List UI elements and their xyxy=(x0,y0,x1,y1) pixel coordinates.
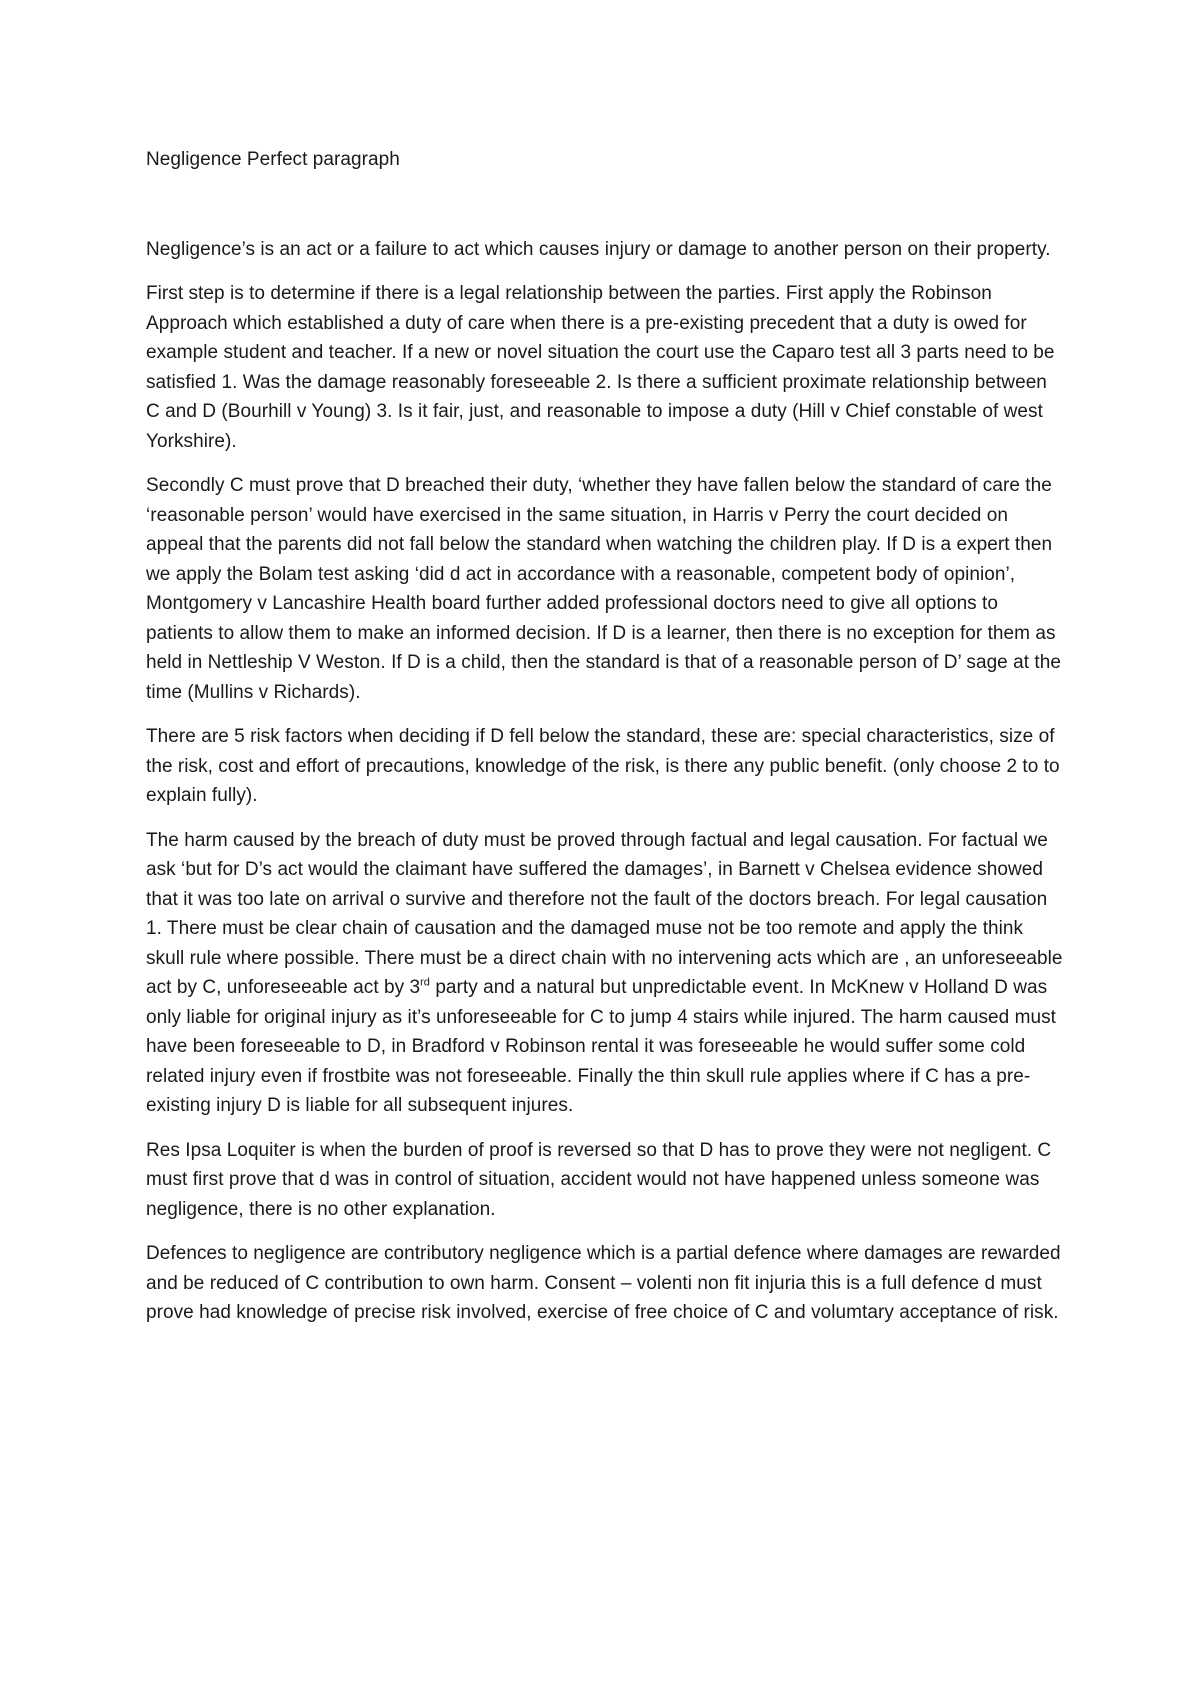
paragraph-definition: Negligence’s is an act or a failure to act which causes injury or damage to another person on their property. xyxy=(146,238,1051,260)
document-body xyxy=(146,145,1066,1343)
paragraph-duty-of-care: First step is to determine if there is a legal relationship between the parties. First apply the Robinson Approach which established a duty of care when there is a pre-existing precedent that a duty is owed for example student and teacher. If a new or novel situation the court use the Caparo test all 3 parts need to be satisfied 1. Was the damage reasonably foreseeable 2. Is there a sufficient proximate relationship between C and D (Bourhill v Young) 3. Is it fair, just, and reasonable to impose a duty (Hill v Chief constable of west Yorkshire). xyxy=(146,283,1055,452)
ordinal-superscript: rd xyxy=(420,976,430,989)
paragraph-defences: Defences to negligence are contributory negligence which is a partial defence where damages are rewarded and be reduced of C contribution to own harm. Consent – volenti non fit injuria this is a full defence d must prove had knowledge of precise risk involved, exercise of free choice of C and volumtary acceptance of risk. xyxy=(146,1243,1061,1323)
paragraph-causation xyxy=(146,826,1066,1121)
paragraph-breach-of-duty: Secondly C must prove that D breached their duty, ‘whether they have fallen below the standard of care the ‘reasonable person’ would have exercised in the same situation, in Harris v Perry the court decided on appeal that the parents did not fall below the standard when watching the children play. If D is a expert then we apply the Bolam test asking ‘did d act in accordance with a reasonable, competent body of opinion’, Montgomery v Lancashire Health board further added professional doctors need to give all options to patients to allow them to make an informed decision. If D is a learner, then there is no exception for them as held in Nettleship V Weston. If D is a child, then the standard is that of a reasonable person of D’ sage at the time (Mullins v Richards). xyxy=(146,475,1061,703)
causation-text-part-1: The harm caused by the breach of duty must be proved through factual and legal causation. For factual we ask ‘but for D’s act would the claimant have suffered the damages’, in Barnett v Chelsea evidence showed that it was too late on arrival o survive and therefore not the fault of the doctors breach. For legal causation 1. There must be clear chain of causation and the damaged muse not be too remote and apply the think skull rule where possible. There must be a direct chain with no intervening acts which are , an unforeseeable act by C, unforeseeable act by 3 xyxy=(146,829,1063,998)
paragraph-risk-factors: There are 5 risk factors when deciding if D fell below the standard, these are: special characteristics, size of the risk, cost and effort of precautions, knowledge of the risk, is there any public benefit. (only choose 2 to to explain fully). xyxy=(146,726,1060,806)
causation-text-part-2: party and a natural but unpredictable event. In McKnew v Holland D was only liable for original injury as it’s unforeseeable for C to jump 4 stairs while injured. The harm caused must have been foreseeable to D, in Bradford v Robinson rental it was foreseeable he would suffer some cold related injury even if frostbite was not foreseeable. Finally the thin skull rule applies where if C has a pre-existing injury D is liable for all subsequent injures. xyxy=(146,977,1056,1116)
paragraph-res-ipsa-loquitur: Res Ipsa Loquiter is when the burden of proof is reversed so that D has to prove they were not negligent. C must first prove that d was in control of situation, accident would not have happened unless someone was negligence, there is no other explanation. xyxy=(146,1139,1052,1220)
document-title: Negligence Perfect paragraph xyxy=(146,149,400,170)
